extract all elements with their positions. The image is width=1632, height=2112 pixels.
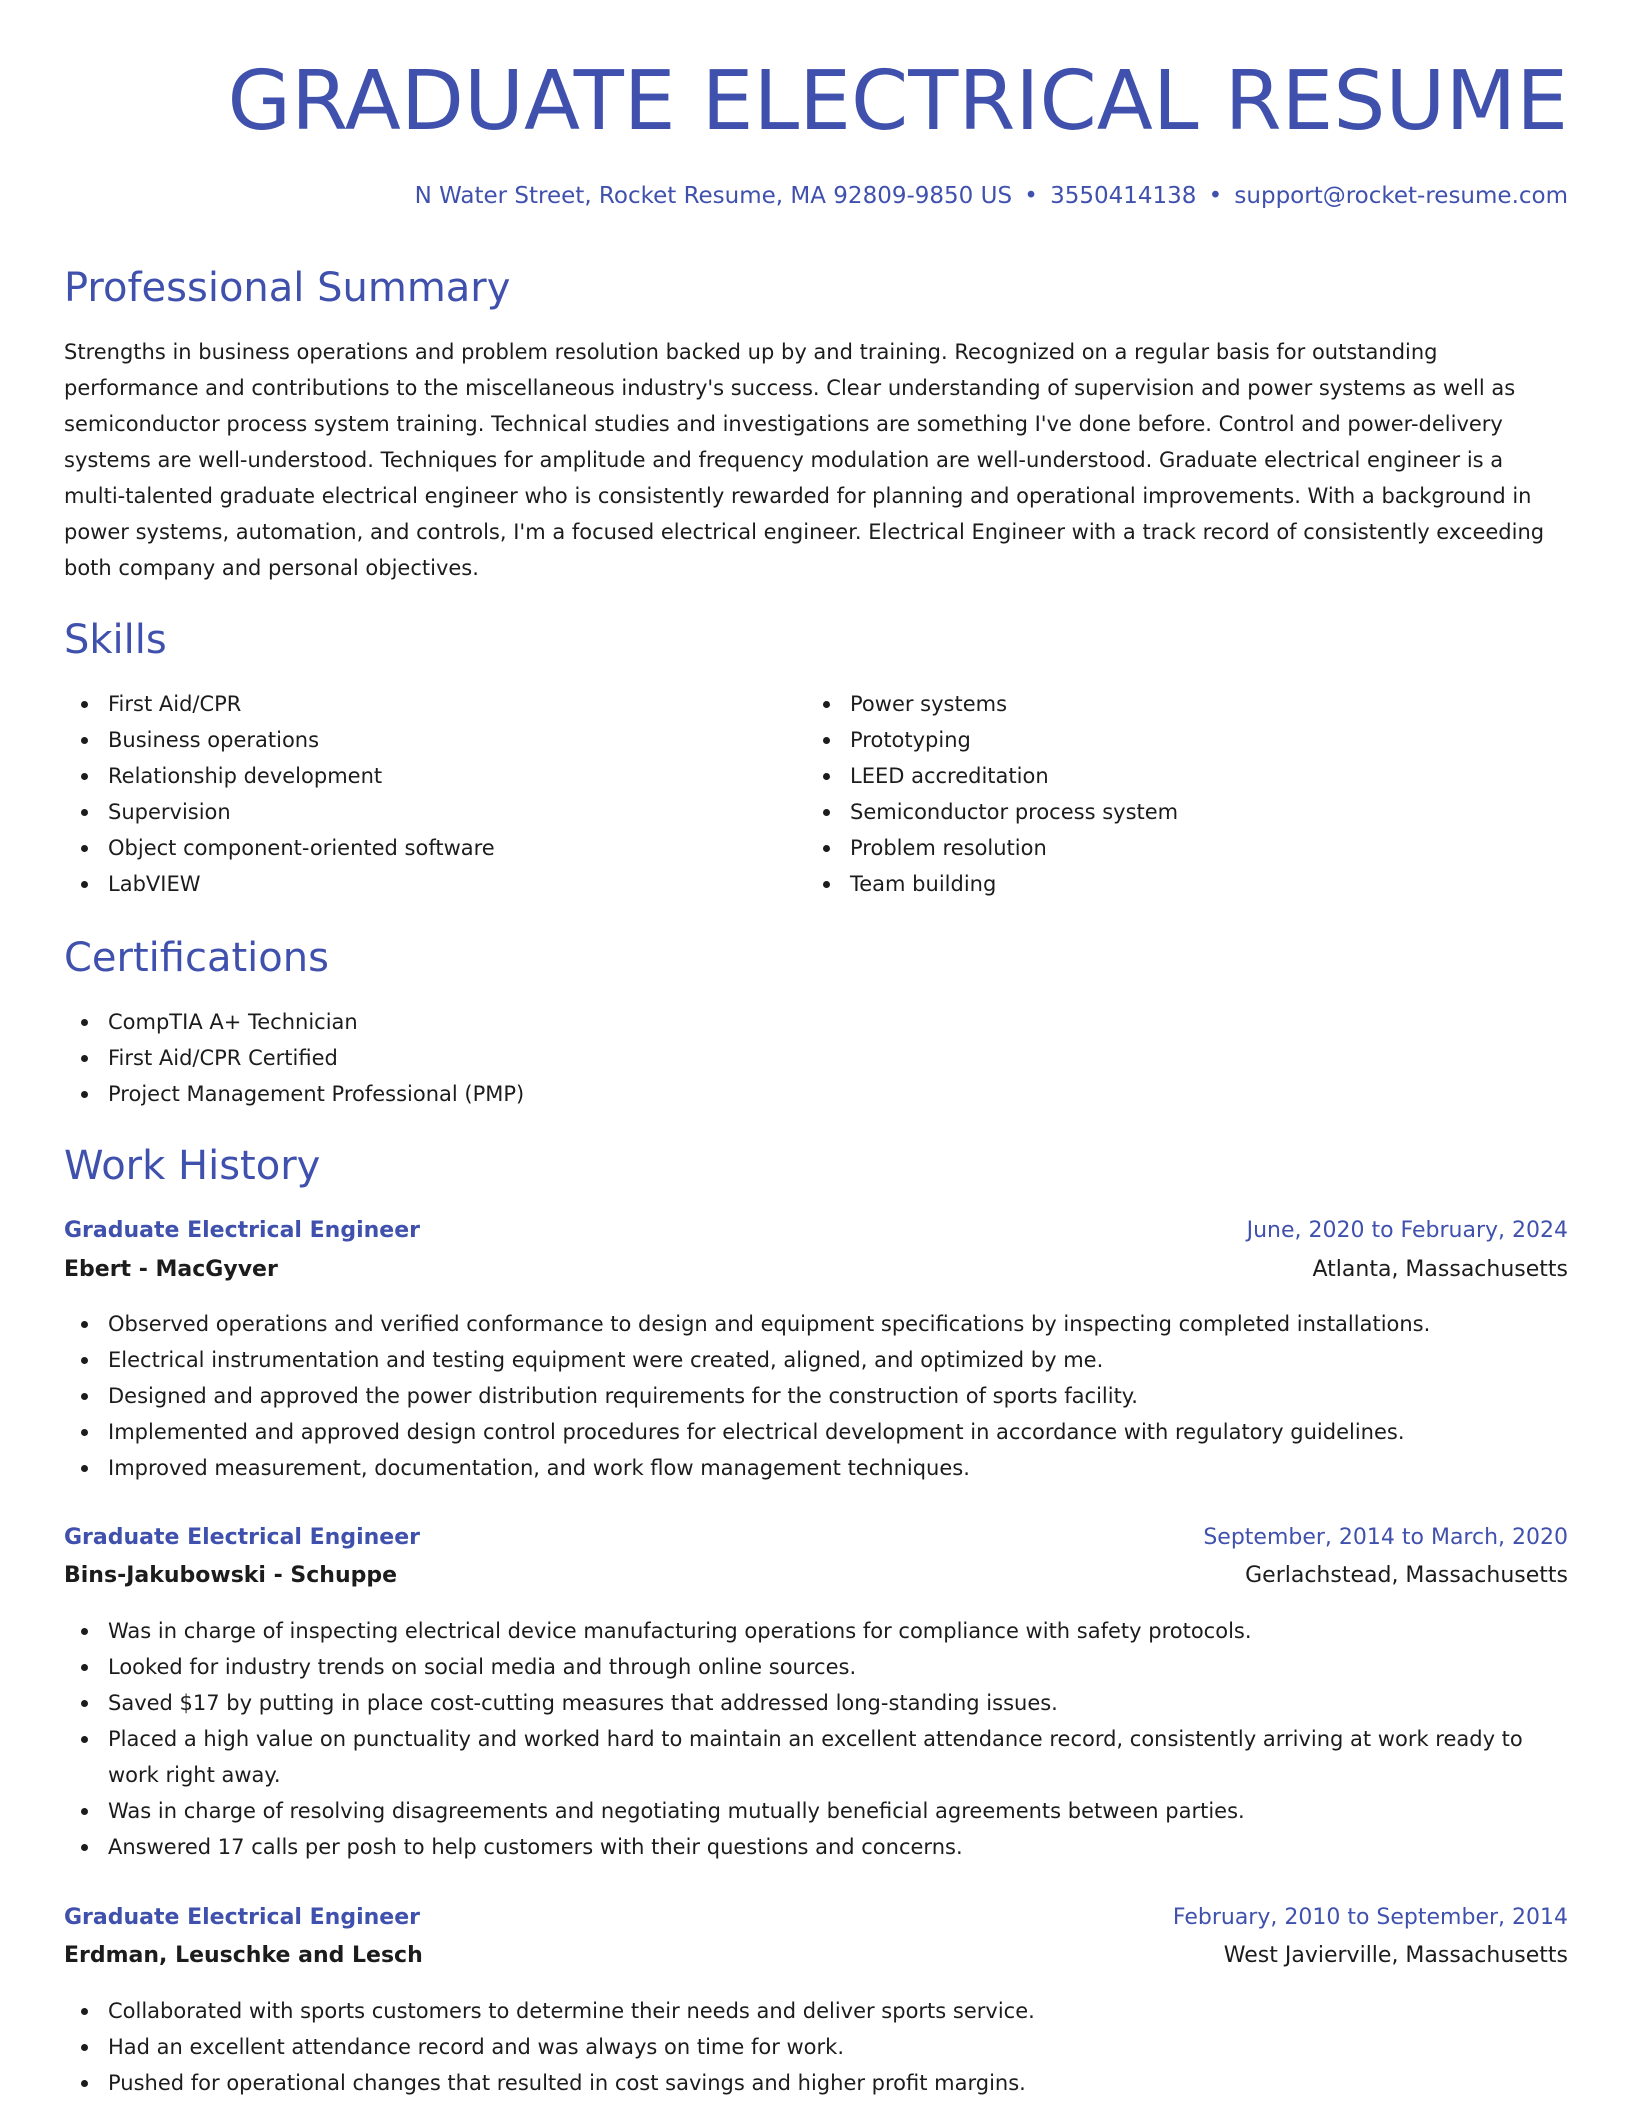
skill-item: Object component-oriented software: [64, 830, 495, 866]
certification-item: CompTIA A+ Technician: [64, 1004, 524, 1040]
job-dates: September, 2014 to March, 2020: [1203, 1525, 1568, 1550]
contact-separator: •: [1024, 183, 1038, 209]
email-link[interactable]: support@rocket-resume.com: [1234, 183, 1568, 209]
job-location: West Javierville, Massachusetts: [1223, 1943, 1568, 1968]
resume-title: GRADUATE ELECTRICAL RESUME: [227, 54, 1568, 149]
skill-item: Supervision: [64, 794, 495, 830]
job-bullet: Pushed for operational changes that resulted in cost savings and higher profit margins.: [64, 2065, 1568, 2101]
skill-item: LabVIEW: [64, 866, 495, 902]
skill-item: LEED accreditation: [806, 758, 1178, 794]
job-bullet: Implemented and approved design control procedures for electrical development in accordance with regulatory guidelines.: [64, 1414, 1568, 1450]
job-location: Atlanta, Massachusetts: [1312, 1257, 1568, 1282]
contact-separator: •: [1208, 183, 1223, 209]
job-bullet: Looked for industry trends on social media and through online sources.: [64, 1649, 1568, 1685]
address-text: N Water Street, Rocket Resume, MA 92809-9850 US: [414, 183, 1013, 209]
job-bullet: Collaborated with sports customers to determine their needs and deliver sports service.: [64, 1993, 1568, 2029]
job-company: Bins-Jakubowski - Schuppe: [64, 1563, 398, 1588]
job-title: Graduate Electrical Engineer: [64, 1218, 420, 1243]
job-title-row: [64, 1900, 1568, 1936]
job-title-row: [64, 1213, 1568, 1249]
job-location: Gerlachstead, Massachusetts: [1245, 1563, 1568, 1588]
skills-list-left: [64, 686, 495, 902]
summary-heading: Professional Summary: [64, 265, 511, 311]
phone-text: 3550414138: [1050, 183, 1197, 209]
job-bullet: Was in charge of resolving disagreements and negotiating mutually beneficial agreements between parties.: [64, 1793, 1568, 1829]
job-bullets: [64, 1306, 1568, 1486]
skill-item: Team building: [806, 866, 1178, 902]
job-company-row: [64, 1558, 1568, 1594]
skill-item: Prototyping: [806, 722, 1178, 758]
skills-heading: Skills: [64, 617, 167, 663]
job-bullets: [64, 1613, 1568, 1865]
job-bullet: Designed and approved the power distribution requirements for the construction of sports facility.: [64, 1378, 1568, 1414]
skill-item: Semiconductor process system: [806, 794, 1178, 830]
job-company: Ebert - MacGyver: [64, 1257, 278, 1282]
job-dates: June, 2020 to February, 2024: [1246, 1218, 1568, 1243]
job-dates: February, 2010 to September, 2014: [1172, 1905, 1568, 1930]
job-bullet: Observed operations and verified conformance to design and equipment specifications by inspecting completed installations.: [64, 1306, 1568, 1342]
certifications-heading: Certifications: [64, 935, 329, 981]
job-bullet: Electrical instrumentation and testing equipment were created, aligned, and optimized by me.: [64, 1342, 1568, 1378]
job-bullet: Was in charge of inspecting electrical device manufacturing operations for compliance with safety protocols.: [64, 1613, 1568, 1649]
certification-item: First Aid/CPR Certified: [64, 1040, 524, 1076]
skills-list-right: [806, 686, 1178, 902]
skill-item: Problem resolution: [806, 830, 1178, 866]
certifications-list: [64, 1004, 524, 1112]
skill-item: Relationship development: [64, 758, 495, 794]
summary-text: Strengths in business operations and problem resolution backed up by and training. Recognized on a regular basis for outstanding performance and contributions to the miscellaneous industry's success. Clear understanding of supervision and power systems as well as semiconductor process system training. Technical studies and investigations are something I've done before. Control and power-delivery systems are well-understood. Techniques for amplitude and frequency modulation are well-understood. Graduate electrical engineer is a multi-talented graduate electrical engineer who is consistently rewarded for planning and operational improvements. With a background in power systems, automation, and controls, I'm a focused electrical engineer. Electrical Engineer with a track record of consistently exceeding both company and personal objectives.: [64, 340, 1545, 580]
job-bullets: [64, 1993, 1568, 2101]
job-title: Graduate Electrical Engineer: [64, 1905, 420, 1930]
job-bullet: Answered 17 calls per posh to help customers with their questions and concerns.: [64, 1829, 1568, 1865]
contact-line: [415, 180, 1568, 212]
job-title: Graduate Electrical Engineer: [64, 1525, 420, 1550]
job-bullet: Saved $17 by putting in place cost-cutting measures that addressed long-standing issues.: [64, 1685, 1568, 1721]
job-bullet: Placed a high value on punctuality and worked hard to maintain an excellent attendance record, consistently arriving at work ready to work right away.: [64, 1721, 1568, 1793]
job-bullet: Had an excellent attendance record and was always on time for work.: [64, 2029, 1568, 2065]
skill-item: First Aid/CPR: [64, 686, 495, 722]
job-company: Erdman, Leuschke and Lesch: [64, 1943, 423, 1968]
job-bullet: Improved measurement, documentation, and work flow management techniques.: [64, 1450, 1568, 1486]
skill-item: Power systems: [806, 686, 1178, 722]
skill-item: Business operations: [64, 722, 495, 758]
job-company-row: [64, 1938, 1568, 1974]
certification-item: Project Management Professional (PMP): [64, 1076, 524, 1112]
work-history-heading: Work History: [64, 1143, 321, 1189]
job-title-row: [64, 1520, 1568, 1556]
job-company-row: [64, 1252, 1568, 1288]
